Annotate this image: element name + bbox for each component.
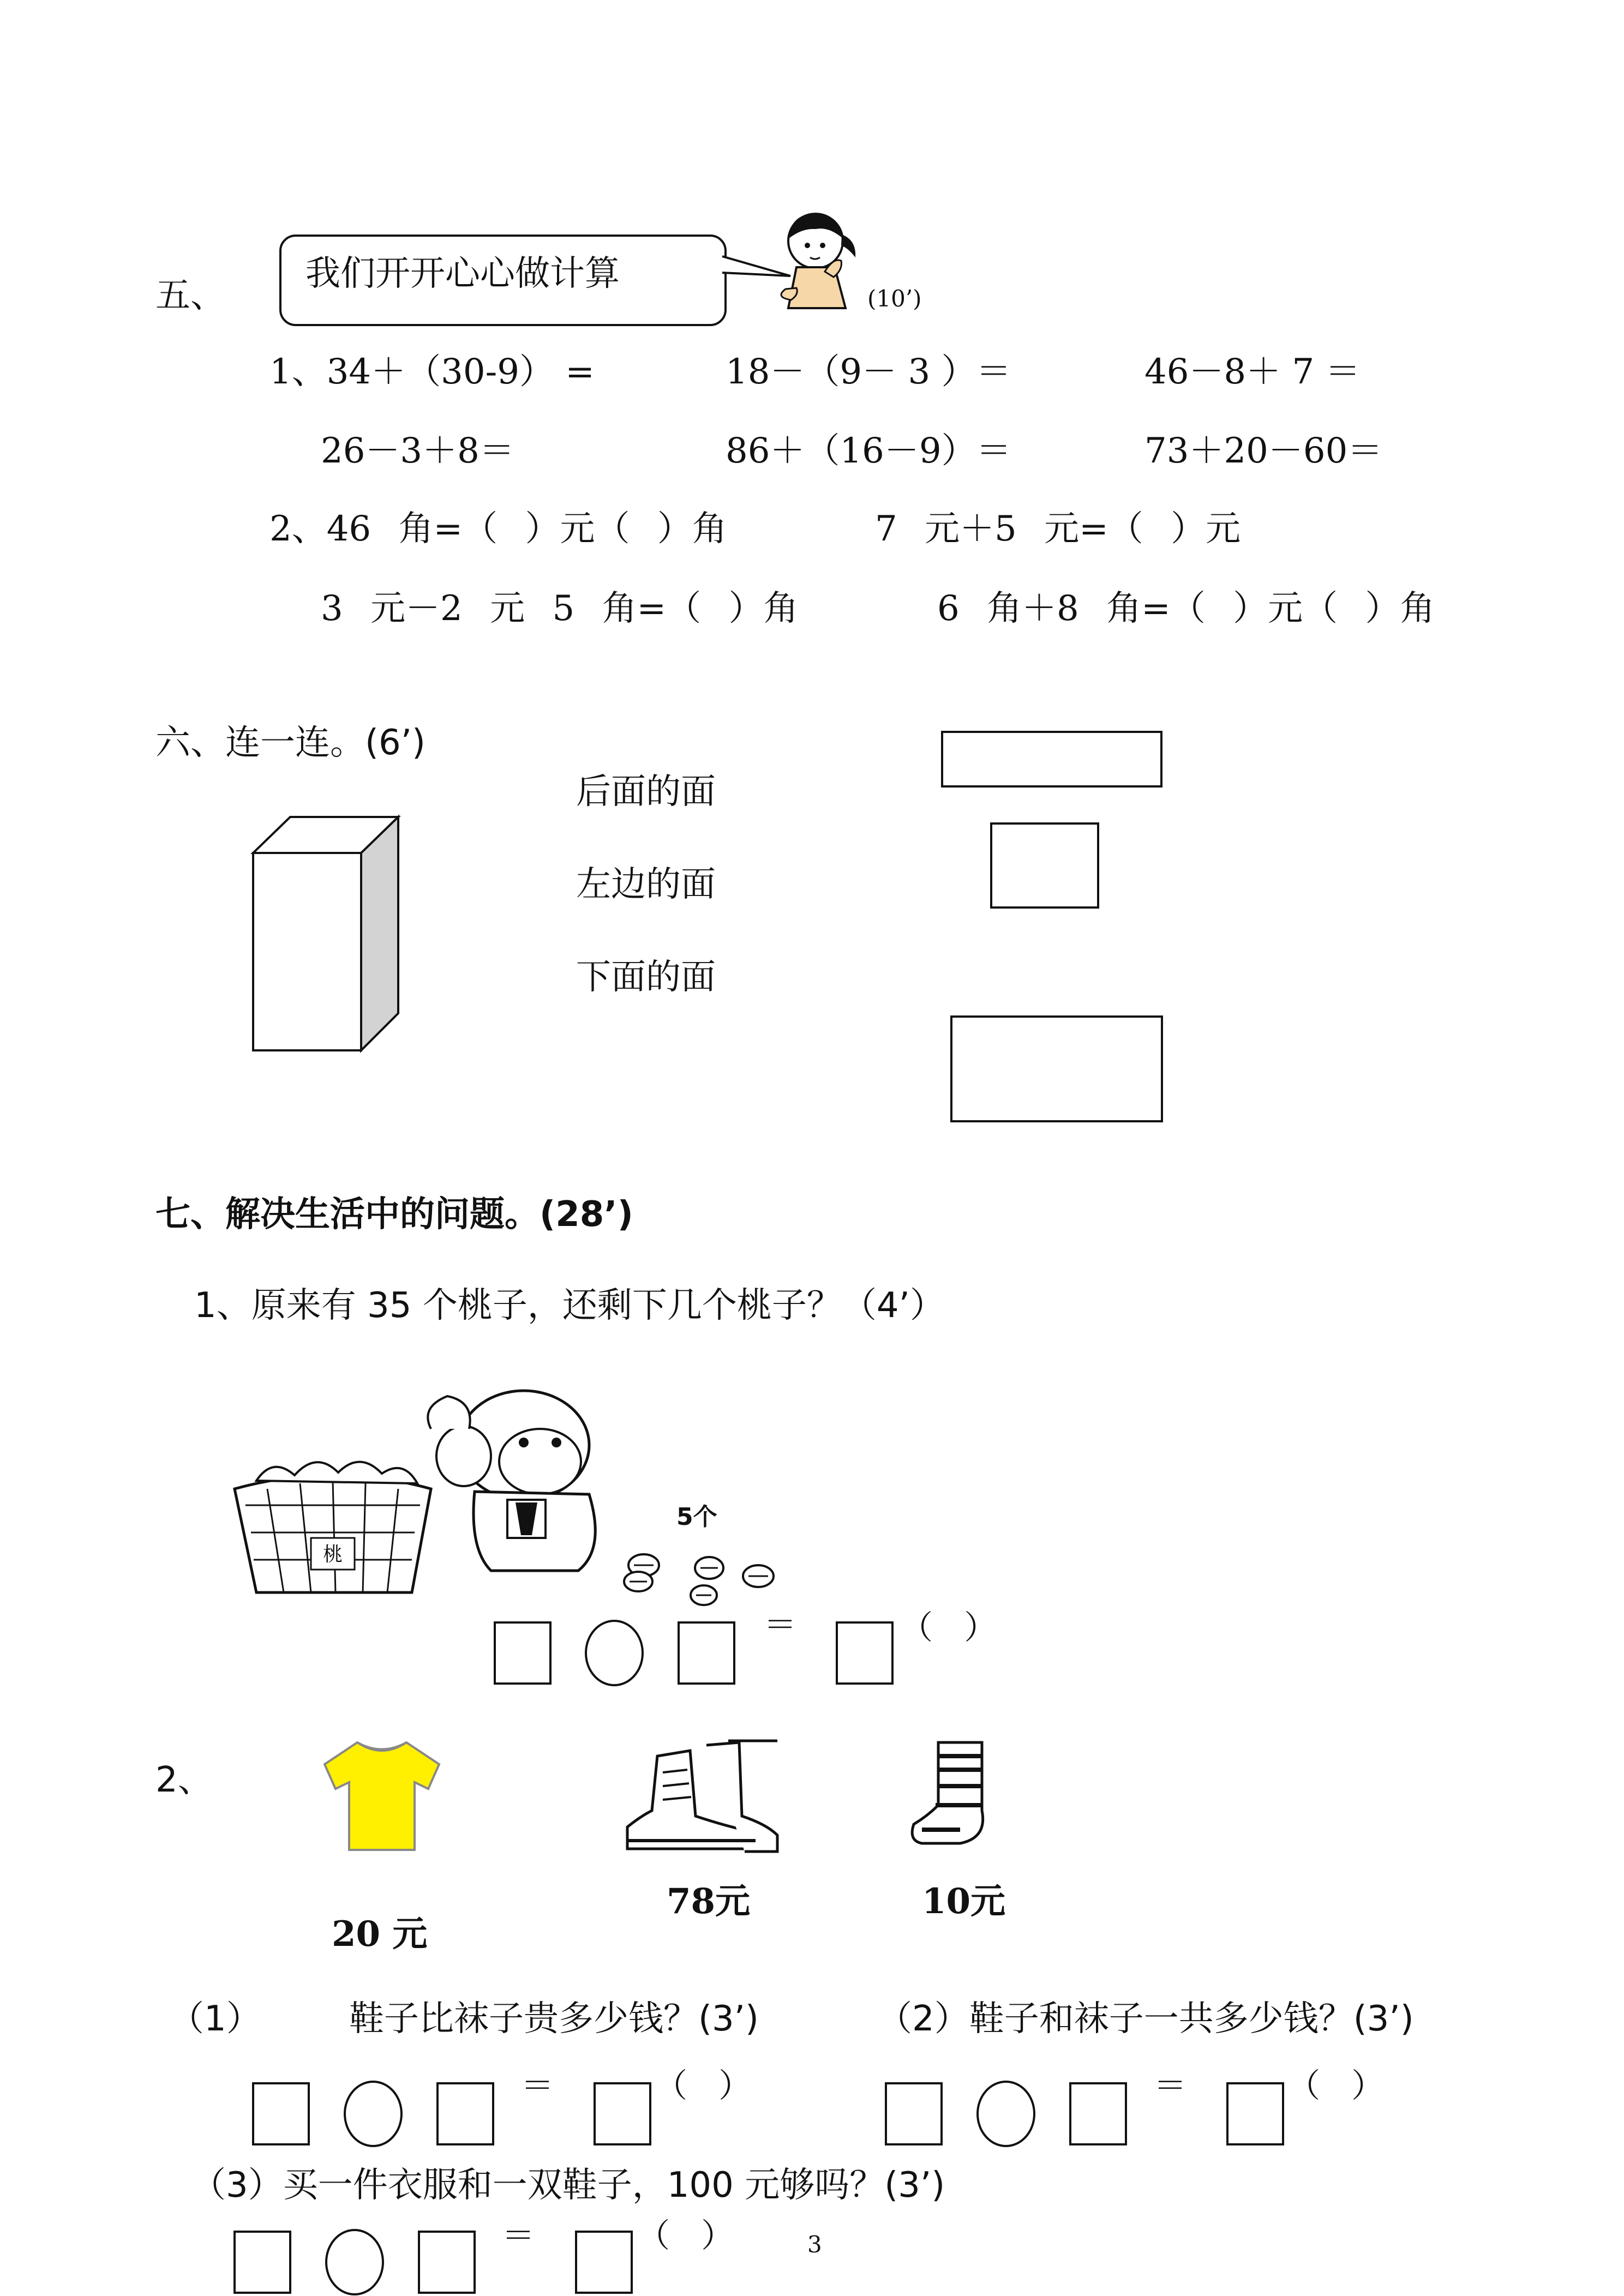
calc-q1-f: 73＋20－60＝ — [1144, 431, 1383, 471]
calc-q1-d: 26－3＋8＝ — [321, 431, 514, 471]
answer-box[interactable] — [575, 2231, 633, 2294]
operator-circle[interactable] — [585, 1620, 644, 1686]
answer-box[interactable] — [252, 2082, 310, 2145]
unit-paren[interactable]: （ ） — [637, 2217, 734, 2255]
q2-number: 2、 — [155, 1760, 213, 1800]
answer-box[interactable] — [885, 2082, 943, 2145]
operator-circle[interactable] — [976, 2081, 1035, 2147]
peaches-icon — [622, 1527, 807, 1614]
money-q2-b: 7 元＋5 元=（ ）元 — [875, 509, 1241, 549]
q1-text: 1、原来有 35 个桃子，还剩下几个桃子？（4’） — [194, 1285, 945, 1326]
answer-box[interactable] — [836, 1621, 894, 1685]
face-shape-large[interactable] — [950, 1015, 1163, 1122]
answer-box[interactable] — [436, 2082, 494, 2145]
section5-points: (10’) — [867, 285, 922, 312]
speech-bubble-text: 我们开开心心做计算 — [305, 254, 620, 294]
calc-q1-a: 1、34＋（30-9） = — [269, 352, 595, 392]
answer-box[interactable] — [1069, 2082, 1127, 2145]
section7-title: 七、解决生活中的问题。(28’) — [155, 1194, 633, 1235]
sub2-text: （2）鞋子和袜子一共多少钱？(3’) — [877, 1999, 1414, 2039]
money-q2-a: 2、46 角=（ ）元（ ）角 — [269, 509, 727, 549]
monkey-icon — [415, 1385, 622, 1582]
calc-q1-c: 46－8＋ 7 ＝ — [1144, 352, 1361, 392]
answer-box[interactable] — [1226, 2082, 1284, 2145]
sub3-text: （3）买一件衣服和一双鞋子，100 元够吗？(3’) — [191, 2165, 945, 2205]
page-number: 3 — [807, 2231, 822, 2258]
peach-count-label: 5个 — [676, 1503, 717, 1531]
price-sock: 10元 — [922, 1881, 1006, 1922]
sub1-number: （1） — [169, 1999, 261, 2039]
answer-box[interactable] — [494, 1621, 552, 1685]
calc-q1-e: 86＋（16－9）＝ — [726, 431, 1011, 471]
equals-sign: ＝ — [1154, 2067, 1186, 2105]
unit-paren[interactable]: （ ） — [900, 1609, 997, 1647]
money-q2-d: 6 角＋8 角=（ ）元（ ）角 — [937, 588, 1435, 629]
operator-circle[interactable] — [325, 2229, 384, 2295]
face-label-left: 左边的面 — [576, 864, 716, 905]
equals-sign: ＝ — [764, 1606, 796, 1644]
price-shoes: 78元 — [667, 1881, 751, 1922]
calc-q1-b: 18－（9－ 3 ）＝ — [726, 352, 1011, 392]
equals-sign: ＝ — [521, 2067, 554, 2105]
answer-box[interactable] — [418, 2231, 476, 2294]
unit-paren[interactable]: （ ） — [655, 2067, 752, 2105]
section5-number: 五、 — [155, 275, 225, 316]
tshirt-icon — [322, 1734, 442, 1854]
basket-label: 桃 — [322, 1543, 343, 1566]
sub1-text: 鞋子比袜子贵多少钱？(3’) — [349, 1999, 759, 2039]
operator-circle[interactable] — [344, 2081, 403, 2147]
answer-box[interactable] — [233, 2231, 291, 2294]
face-shape-wide[interactable] — [941, 731, 1162, 788]
cuboid-figure — [252, 816, 416, 1056]
sock-icon — [906, 1734, 1015, 1854]
money-q2-c: 3 元－2 元 5 角=（ ）角 — [321, 588, 799, 629]
face-label-bottom: 下面的面 — [576, 957, 716, 997]
equals-sign: ＝ — [502, 2217, 535, 2255]
answer-box[interactable] — [594, 2082, 651, 2145]
girl-thinking-icon — [764, 207, 862, 311]
face-label-back: 后面的面 — [576, 772, 716, 812]
unit-paren[interactable]: （ ） — [1287, 2067, 1385, 2105]
shoes-icon — [619, 1734, 783, 1860]
section6-title: 六、连一连。(6’) — [155, 723, 426, 763]
face-shape-square[interactable] — [990, 822, 1099, 909]
price-shirt: 20 元 — [332, 1914, 428, 1955]
answer-box[interactable] — [678, 1621, 735, 1685]
